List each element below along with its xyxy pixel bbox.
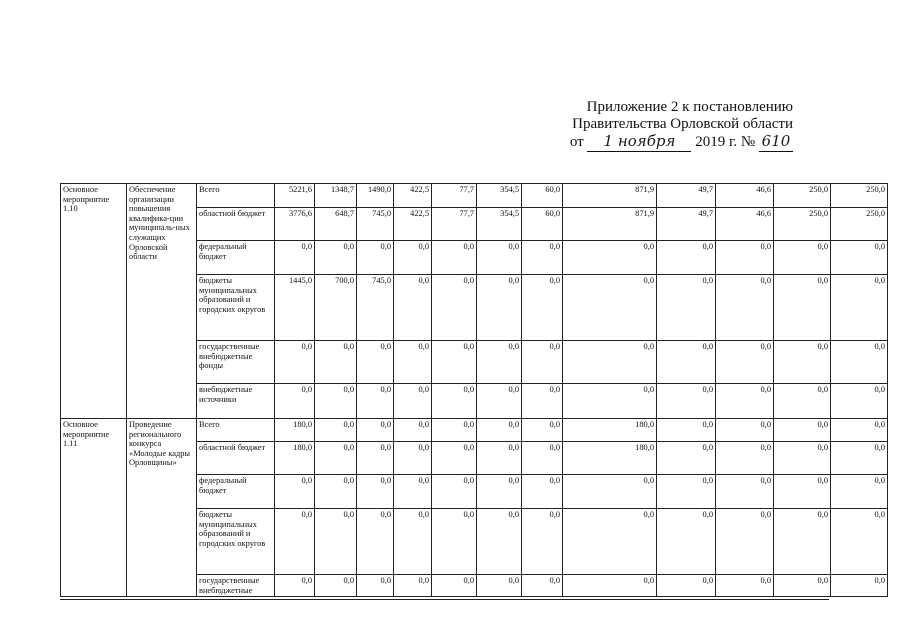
value-cell: 0,0 <box>477 419 522 442</box>
value-cell: 49,7 <box>657 184 716 208</box>
value-cell: 0,0 <box>831 241 888 275</box>
value-cell: 0,0 <box>315 419 357 442</box>
value-cell: 422,5 <box>394 184 432 208</box>
value-cell: 0,0 <box>477 575 522 597</box>
value-cell: 700,0 <box>315 275 357 341</box>
value-cell: 0,0 <box>315 509 357 575</box>
value-cell: 0,0 <box>315 241 357 275</box>
value-cell: 0,0 <box>394 575 432 597</box>
value-cell: 180,0 <box>275 442 315 475</box>
value-cell: 0,0 <box>716 509 774 575</box>
value-cell: 0,0 <box>432 509 477 575</box>
header-year: 2019 г. № <box>695 134 756 150</box>
funding-source-cell: Всего <box>197 184 275 208</box>
value-cell: 0,0 <box>831 509 888 575</box>
value-cell: 0,0 <box>522 575 563 597</box>
value-cell: 0,0 <box>657 419 716 442</box>
value-cell: 0,0 <box>432 419 477 442</box>
value-cell: 0,0 <box>432 241 477 275</box>
value-cell: 0,0 <box>522 384 563 419</box>
value-cell: 0,0 <box>657 341 716 384</box>
value-cell: 0,0 <box>831 419 888 442</box>
value-cell: 250,0 <box>774 208 831 241</box>
value-cell: 0,0 <box>477 241 522 275</box>
value-cell: 0,0 <box>477 509 522 575</box>
value-cell: 0,0 <box>432 341 477 384</box>
value-cell: 0,0 <box>357 509 394 575</box>
value-cell: 0,0 <box>275 341 315 384</box>
date-field <box>587 133 691 152</box>
value-cell: 0,0 <box>563 509 657 575</box>
value-cell: 0,0 <box>657 575 716 597</box>
value-cell: 3776,6 <box>275 208 315 241</box>
value-cell: 0,0 <box>432 384 477 419</box>
value-cell: 0,0 <box>432 442 477 475</box>
value-cell: 250,0 <box>831 208 888 241</box>
value-cell: 0,0 <box>774 419 831 442</box>
value-cell: 0,0 <box>394 275 432 341</box>
funding-source-cell: бюджеты муниципальных образований и городских округов <box>197 275 275 341</box>
document-header <box>570 99 793 152</box>
value-cell: 0,0 <box>477 442 522 475</box>
value-cell: 0,0 <box>357 341 394 384</box>
value-cell: 0,0 <box>432 575 477 597</box>
value-cell: 0,0 <box>315 475 357 509</box>
value-cell: 0,0 <box>716 575 774 597</box>
value-cell: 871,9 <box>563 208 657 241</box>
funding-source-cell: государственные внебюджетные <box>197 575 275 597</box>
value-cell: 0,0 <box>394 442 432 475</box>
value-cell: 0,0 <box>774 509 831 575</box>
value-cell: 77,7 <box>432 208 477 241</box>
value-cell: 250,0 <box>831 184 888 208</box>
value-cell: 0,0 <box>563 341 657 384</box>
value-cell: 0,0 <box>657 384 716 419</box>
value-cell: 0,0 <box>315 575 357 597</box>
header-line-2: Правительства Орловской области <box>572 116 793 132</box>
value-cell: 0,0 <box>831 442 888 475</box>
event-name-cell: Основное мероприятие 1.11 <box>61 419 127 597</box>
value-cell: 0,0 <box>275 475 315 509</box>
value-cell: 0,0 <box>657 275 716 341</box>
value-cell: 0,0 <box>774 384 831 419</box>
value-cell: 180,0 <box>275 419 315 442</box>
value-cell: 0,0 <box>716 475 774 509</box>
value-cell: 46,6 <box>716 184 774 208</box>
value-cell: 0,0 <box>477 341 522 384</box>
value-cell: 871,9 <box>563 184 657 208</box>
value-cell: 0,0 <box>716 275 774 341</box>
funding-source-cell: бюджеты муниципальных образований и городских округов <box>197 509 275 575</box>
value-cell: 0,0 <box>357 384 394 419</box>
value-cell: 77,7 <box>432 184 477 208</box>
value-cell: 46,6 <box>716 208 774 241</box>
value-cell: 0,0 <box>357 575 394 597</box>
funding-source-cell: федеральный бюджет <box>197 475 275 509</box>
value-cell: 0,0 <box>657 241 716 275</box>
value-cell: 49,7 <box>657 208 716 241</box>
value-cell: 1445,0 <box>275 275 315 341</box>
value-cell: 0,0 <box>394 509 432 575</box>
funding-source-cell: внебюджетные источники <box>197 384 275 419</box>
value-cell: 0,0 <box>831 575 888 597</box>
value-cell: 0,0 <box>716 241 774 275</box>
value-cell: 60,0 <box>522 184 563 208</box>
value-cell: 0,0 <box>522 419 563 442</box>
value-cell: 0,0 <box>563 384 657 419</box>
value-cell: 0,0 <box>522 275 563 341</box>
value-cell: 0,0 <box>275 241 315 275</box>
handwritten-date: 1 ноября <box>603 132 676 150</box>
value-cell: 0,0 <box>522 341 563 384</box>
value-cell: 0,0 <box>394 341 432 384</box>
header-line-1: Приложение 2 к постановлению <box>586 99 793 115</box>
funding-source-cell: государственные внебюджетные фонды <box>197 341 275 384</box>
value-cell: 0,0 <box>432 275 477 341</box>
value-cell: 0,0 <box>522 442 563 475</box>
funding-source-cell: федеральный бюджет <box>197 241 275 275</box>
value-cell: 354,5 <box>477 208 522 241</box>
value-cell: 5221,6 <box>275 184 315 208</box>
event-description-cell: Обеспечение организации повышения квалифика-ции муниципаль-ных служащих Орловской области <box>127 184 197 419</box>
value-cell: 250,0 <box>774 184 831 208</box>
value-cell: 0,0 <box>275 575 315 597</box>
event-description-cell: Проведение регионального конкурса «Молодые кадры Орловщины» <box>127 419 197 597</box>
value-cell: 0,0 <box>657 509 716 575</box>
value-cell: 0,0 <box>831 341 888 384</box>
value-cell: 0,0 <box>563 241 657 275</box>
value-cell: 354,5 <box>477 184 522 208</box>
table-row <box>61 419 888 442</box>
value-cell: 648,7 <box>315 208 357 241</box>
value-cell: 0,0 <box>774 341 831 384</box>
value-cell: 0,0 <box>522 509 563 575</box>
table-body <box>61 184 888 597</box>
value-cell: 0,0 <box>657 475 716 509</box>
value-cell: 0,0 <box>394 384 432 419</box>
value-cell: 0,0 <box>774 241 831 275</box>
value-cell: 180,0 <box>563 419 657 442</box>
table-row <box>61 184 888 208</box>
value-cell: 1348,7 <box>315 184 357 208</box>
handwritten-number: 610 <box>761 132 791 150</box>
value-cell: 0,0 <box>394 419 432 442</box>
funding-source-cell: Всего <box>197 419 275 442</box>
value-cell: 0,0 <box>716 341 774 384</box>
value-cell: 0,0 <box>275 509 315 575</box>
value-cell: 0,0 <box>831 275 888 341</box>
funding-source-cell: областной бюджет <box>197 208 275 241</box>
value-cell: 0,0 <box>716 442 774 475</box>
value-cell: 0,0 <box>394 475 432 509</box>
value-cell: 0,0 <box>357 475 394 509</box>
value-cell: 0,0 <box>774 275 831 341</box>
value-cell: 0,0 <box>774 575 831 597</box>
table-bottom-edge <box>60 599 829 600</box>
value-cell: 1490,0 <box>357 184 394 208</box>
value-cell: 0,0 <box>477 384 522 419</box>
funding-source-cell: областной бюджет <box>197 442 275 475</box>
header-prefix: от <box>569 134 584 150</box>
value-cell: 60,0 <box>522 208 563 241</box>
event-name-cell: Основное мероприятие 1.10 <box>61 184 127 419</box>
value-cell: 0,0 <box>831 384 888 419</box>
value-cell: 0,0 <box>477 275 522 341</box>
value-cell: 0,0 <box>357 419 394 442</box>
value-cell: 0,0 <box>275 384 315 419</box>
value-cell: 0,0 <box>315 384 357 419</box>
value-cell: 0,0 <box>432 475 477 509</box>
value-cell: 745,0 <box>357 275 394 341</box>
value-cell: 422,5 <box>394 208 432 241</box>
value-cell: 0,0 <box>563 475 657 509</box>
value-cell: 0,0 <box>394 241 432 275</box>
value-cell: 0,0 <box>716 419 774 442</box>
value-cell: 0,0 <box>774 475 831 509</box>
value-cell: 0,0 <box>315 442 357 475</box>
value-cell: 180,0 <box>563 442 657 475</box>
value-cell: 0,0 <box>522 475 563 509</box>
value-cell: 0,0 <box>716 384 774 419</box>
value-cell: 0,0 <box>357 241 394 275</box>
value-cell: 0,0 <box>522 241 563 275</box>
value-cell: 0,0 <box>563 275 657 341</box>
value-cell: 0,0 <box>831 475 888 509</box>
value-cell: 0,0 <box>357 442 394 475</box>
value-cell: 0,0 <box>477 475 522 509</box>
value-cell: 745,0 <box>357 208 394 241</box>
value-cell: 0,0 <box>657 442 716 475</box>
value-cell: 0,0 <box>774 442 831 475</box>
value-cell: 0,0 <box>563 575 657 597</box>
number-field <box>759 133 793 152</box>
budget-table <box>60 183 888 597</box>
value-cell: 0,0 <box>315 341 357 384</box>
header-line-3 <box>570 133 793 152</box>
